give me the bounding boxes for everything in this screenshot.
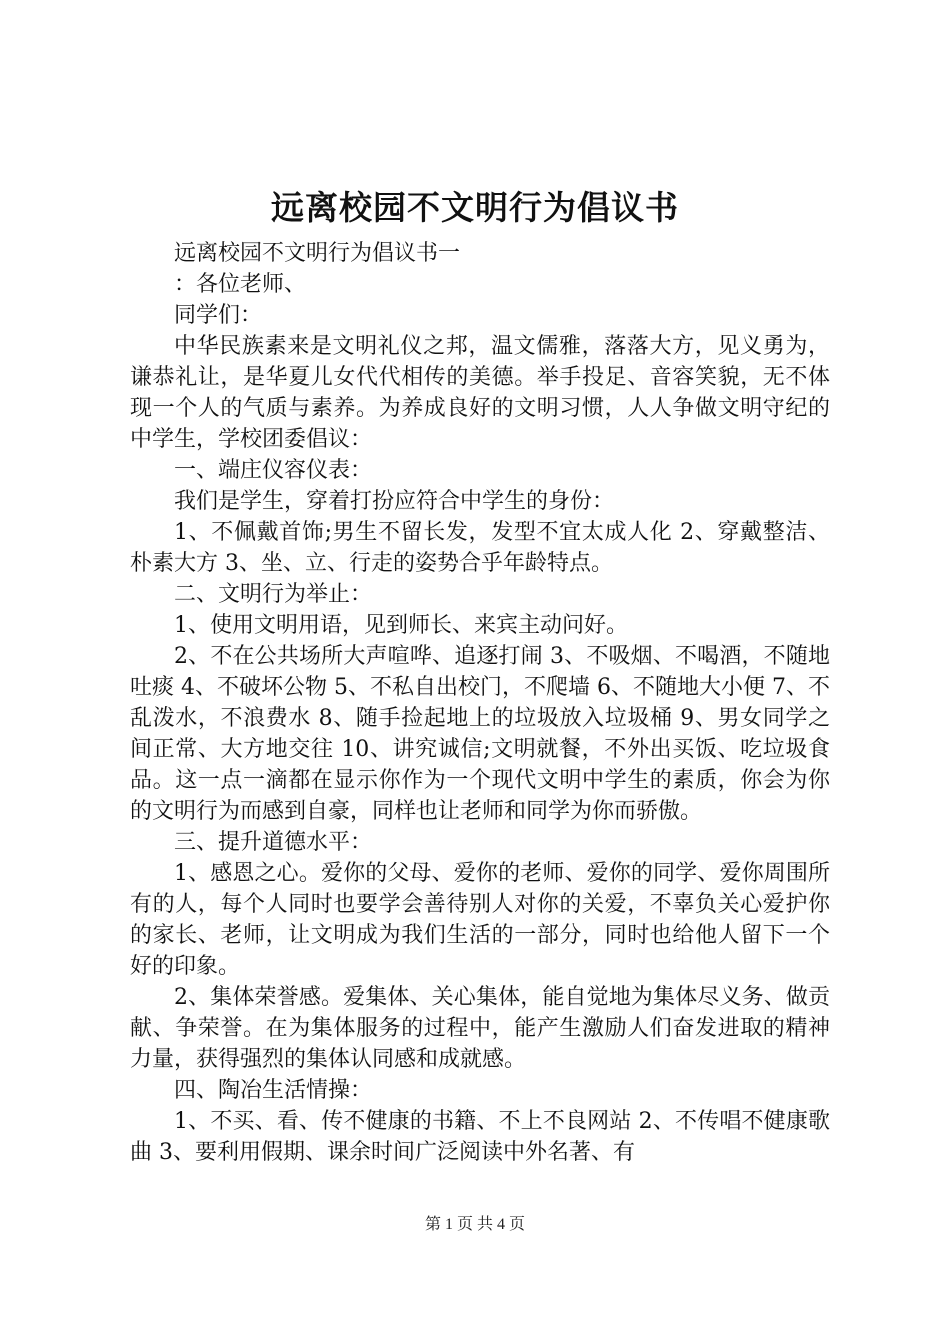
paragraph: 1、感恩之心。爱你的父母、爱你的老师、爱你的同学、爱你周围所有的人，每个人同时也要学会善待别人对你的关爱，不辜负关心爱护你的家长、老师，让文明成为我们生活的一部分，同时也给他人留下一个好的印象。 [130,861,830,979]
section-heading-4: 四、陶冶生活情操： [174,1078,373,1103]
document-title: 远离校园不文明行为倡议书 [271,188,679,227]
document-body [130,238,830,1168]
paragraph-salutation-students: 同学们： [174,303,263,328]
paragraph: 1、不买、看、传不健康的书籍、不上不良网站 2、不传唱不健康歌曲 3、要利用假期、课余时间广泛阅读中外名著、有 [130,1109,830,1165]
paragraph-salutation-teachers: ：各位老师、 [174,272,307,297]
section-heading-3: 三、提升道德水平： [174,830,373,855]
page-footer: 第 1 页 共 4 页 [424,1216,525,1233]
section-heading-2: 二、文明行为举止： [174,582,373,607]
paragraph: 1、使用文明用语，见到师长、来宾主动问好。 [174,613,628,638]
paragraph: 我们是学生，穿着打扮应符合中学生的身份： [174,489,615,514]
paragraph: 2、集体荣誉感。爱集体、关心集体，能自觉地为集体尽义务、做贡献、争荣誉。在为集体服务的过程中，能产生激励人们奋发进取的精神力量，获得强烈的集体认同感和成就感。 [130,985,830,1072]
paragraph-intro: 中华民族素来是文明礼仪之邦，温文儒雅，落落大方，见义勇为，谦恭礼让，是华夏儿女代代相传的美德。举手投足、音容笑貌，无不体现一个人的气质与素养。为养成良好的文明习惯，人人争做文明守纪的中学生，学校团委倡议： [130,334,830,452]
paragraph-subtitle: 远离校园不文明行为倡议书一 [174,241,461,266]
paragraph: 2、不在公共场所大声喧哗、追逐打闹 3、不吸烟、不喝酒，不随地吐痰 4、不破坏公物 5、不私自出校门，不爬墙 6、不随地大小便 7、不乱泼水，不浪费水 8、随手捡起地上的垃圾放入垃圾桶 9、男女同学之间正常、大方地交往 10、讲究诚信;文明就餐，不外出买饭、吃垃圾食品。这一点一滴都在显示你作为一个现代文明中学生的素质，你会为你的文明行为而感到自豪，同样也让老师和同学为你而骄傲。 [130,644,830,824]
section-heading-1: 一、端庄仪容仪表： [174,458,373,483]
paragraph: 1、不佩戴首饰;男生不留长发，发型不宜太成人化 2、穿戴整洁、朴素大方 3、坐、立、行走的姿势合乎年龄特点。 [130,520,830,576]
